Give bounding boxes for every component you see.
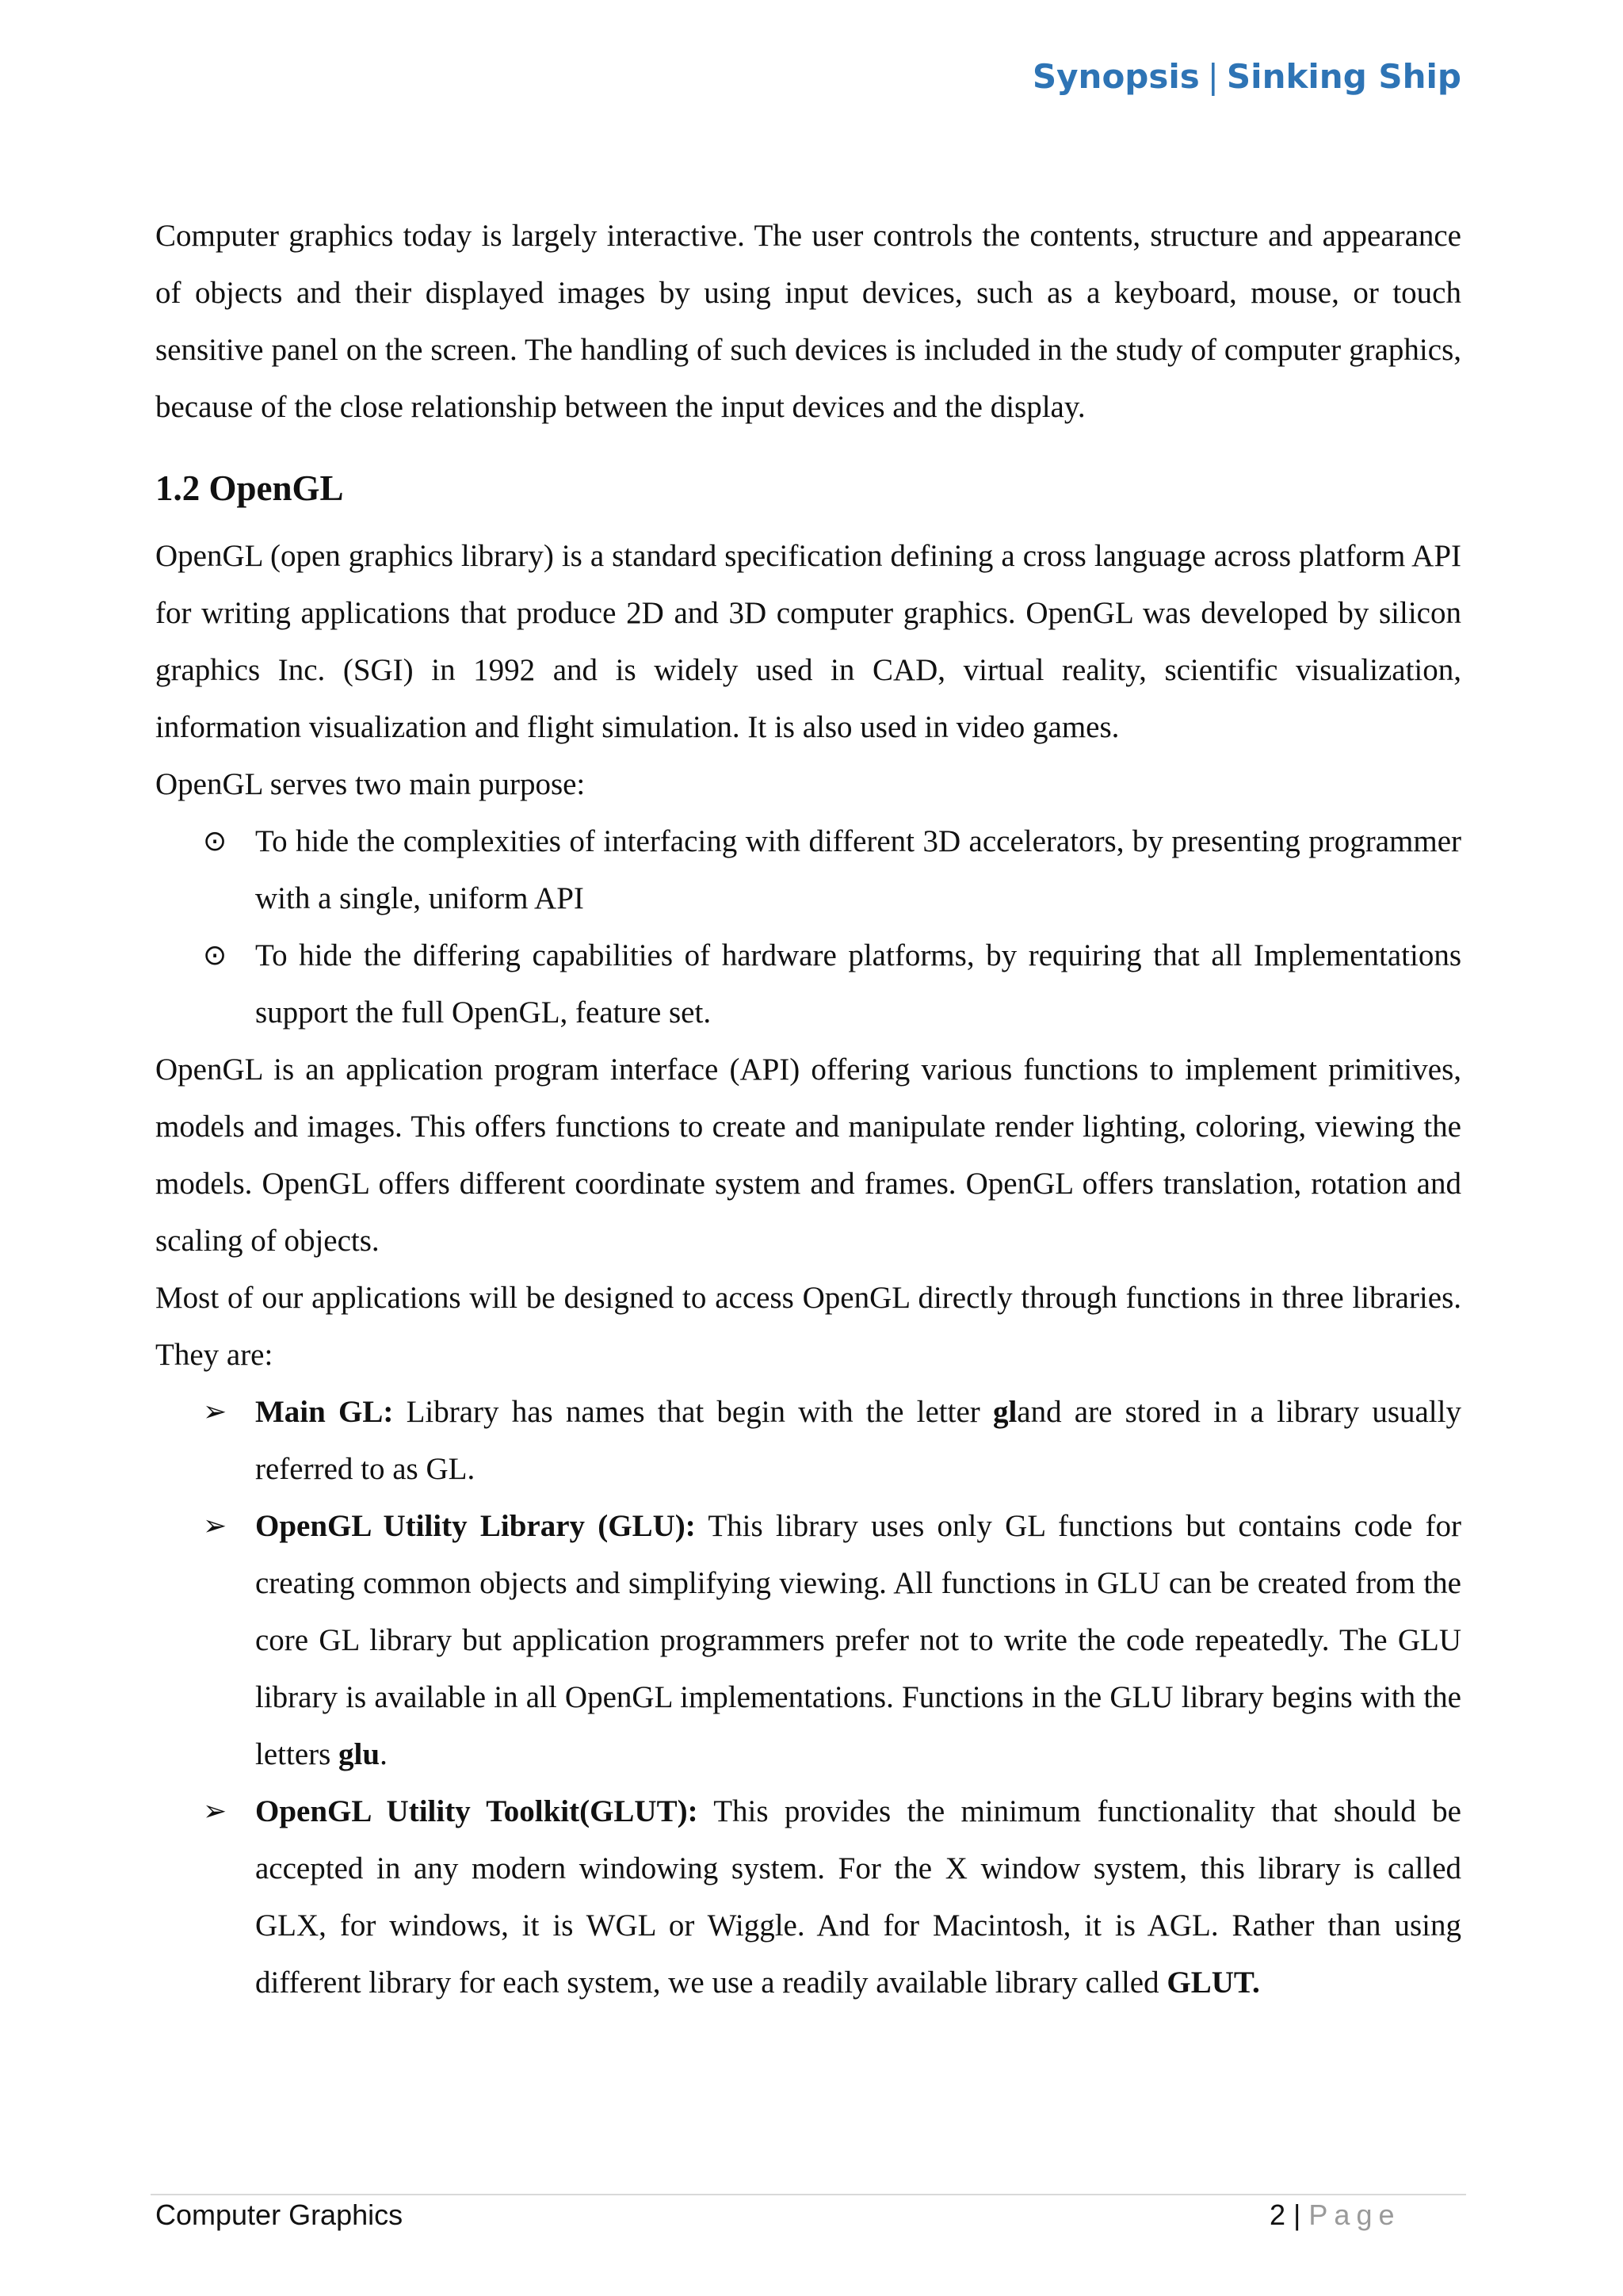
library-text: This provides the minimum functionality that should be accepted in any modern windowing system. For the X window system, this library is called GLX, for windows, it is WGL or Wiggle. And for Macintosh, it is AGL. Rather than using different library for each system, we use a readily available library called xyxy=(255,1794,1461,2000)
list-item xyxy=(155,813,1461,927)
arrow-bullet-icon: ➢ xyxy=(203,1396,227,1428)
libraries-intro: Most of our applications will be designed to access OpenGL directly through functions in three libraries. They are: xyxy=(155,1281,1461,1372)
list-item xyxy=(155,1384,1461,1498)
purpose-intro: OpenGL serves two main purpose: xyxy=(155,767,586,801)
header-title: Synopsis xyxy=(1032,57,1200,96)
library-term: OpenGL Utility Library (GLU): xyxy=(255,1509,696,1543)
page-number: 2 xyxy=(1270,2199,1286,2231)
purpose-bullet-text: To hide the differing capabilities of hardware platforms, by requiring that all Implementations support the full OpenGL, feature set. xyxy=(255,938,1461,1030)
list-item xyxy=(155,927,1461,1041)
list-item xyxy=(155,1498,1461,1783)
section-heading: 1.2 OpenGL xyxy=(155,468,344,508)
intro-paragraph: Computer graphics today is largely interactive. The user controls the contents, structure and appearance of objects and their displayed images by using input devices, such as a keyboard, mouse, or touch sensitive panel on the screen. The handling of such devices is included in the study of computer graphics, because of the close relationship between the input devices and the display. xyxy=(155,219,1461,424)
opengl-paragraph: OpenGL (open graphics library) is a standard specification defining a cross language across platform API for writing applications that produce 2D and 3D computer graphics. OpenGL was developed by silicon graphics Inc. (SGI) in 1992 and is widely used in CAD, virtual reality, scientific visualization, information visualization and flight simulation. It is also used in video games. xyxy=(155,539,1461,744)
footer-divider xyxy=(151,2194,1466,2195)
library-term: Main GL: xyxy=(255,1395,394,1429)
library-term: OpenGL Utility Toolkit(GLUT): xyxy=(255,1794,698,1828)
circle-dot-bullet-icon: ⊙ xyxy=(203,825,227,858)
arrow-bullet-icon: ➢ xyxy=(203,1795,227,1828)
library-prefix: glu xyxy=(338,1737,380,1771)
header-subtitle: Sinking Ship xyxy=(1226,57,1461,96)
purpose-list xyxy=(155,813,1461,1041)
purpose-bullet-text: To hide the complexities of interfacing with different 3D accelerators, by presenting programmer with a single, uniform API xyxy=(255,824,1461,915)
library-text-after: and are stored in a library usually referred to as GL. xyxy=(255,1395,1461,1486)
library-text-after: . xyxy=(380,1737,388,1771)
page-label: Page xyxy=(1308,2199,1401,2231)
header-separator: | xyxy=(1207,57,1219,96)
circle-dot-bullet-icon: ⊙ xyxy=(203,939,227,972)
arrow-bullet-icon: ➢ xyxy=(203,1510,227,1542)
library-text: Library has names that begin with the letter xyxy=(393,1395,993,1429)
page-content xyxy=(155,208,1461,2011)
page-header xyxy=(1033,57,1461,96)
library-prefix: GLUT. xyxy=(1167,1966,1260,2000)
api-paragraph: OpenGL is an application program interface (API) offering various functions to implement primitives, models and images. This offers functions to create and manipulate render lighting, coloring, viewing the models. OpenGL offers different coordinate system and frames. OpenGL offers translation, rotation and scaling of objects. xyxy=(155,1052,1461,1258)
libraries-list xyxy=(155,1384,1461,2011)
library-prefix: gl xyxy=(992,1395,1018,1429)
footer-course: Computer Graphics xyxy=(155,2199,403,2231)
footer-page-number xyxy=(1270,2199,1401,2232)
library-text: This library uses only GL functions but contains code for creating common objects and simplifying viewing. All functions in GLU can be created from the core GL library but application programmers prefer not to write the code repeatedly. The GLU library is available in all OpenGL implementations. Functions in the GLU library begins with the letters xyxy=(255,1509,1462,1771)
footer-separator: | xyxy=(1293,2199,1301,2231)
list-item xyxy=(155,1783,1461,2011)
